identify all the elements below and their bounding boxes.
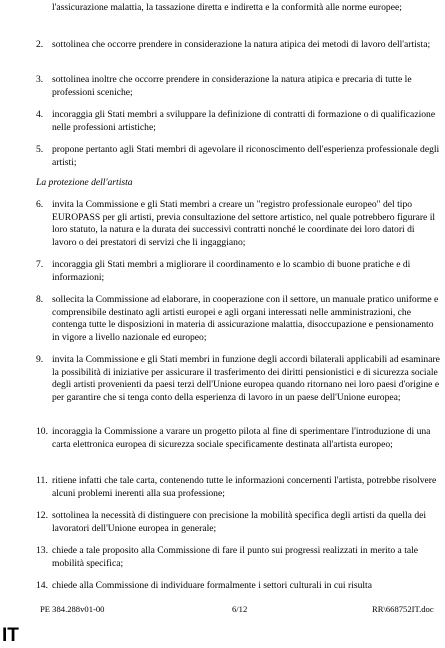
item-text: invita la Commissione e gli Stati membri in funzione degli accordi bilaterali applicabili ad esaminare la possibilità di iniziative per assicurare il trasferimento dei diritti pensionistici e di sicurezza sociale degli artisti provenienti da paesi terzi dell'Unione europea quando ritornano nei loro paesi d'origine e per garantire che si tenga conto della esperienza di lavoro in un paese dell'Unione europea;	[52, 354, 440, 403]
item-text: incoraggia gli Stati membri a migliorare il coordinamento e lo scambio di buone pratiche e di informazioni;	[52, 259, 411, 283]
item-text: sottolinea la necessità di distinguere con precisione la mobilità specifica degli artisti da quella dei lavoratori dell'Unione europea in generale;	[52, 510, 427, 534]
list-item	[36, 259, 440, 284]
footer-doc-ref: PE 384.288v01-00	[40, 604, 105, 614]
item-text: propone pertanto agli Stati membri di agevolare il riconoscimento dell'esperienza professionale degli artisti;	[52, 144, 440, 168]
list-item	[36, 354, 440, 404]
list-item	[36, 74, 440, 99]
item-number: 4.	[36, 109, 44, 120]
footer-page-number: 6/12	[232, 604, 248, 614]
item-number: 8.	[36, 294, 44, 305]
paragraph-continuation: l'assicurazione malattia, la tassazione diretta e indiretta e la conformità alle norme europee;	[52, 2, 402, 13]
item-number: 10.	[36, 426, 48, 437]
item-number: 11.	[36, 475, 48, 486]
item-number: 9.	[36, 354, 44, 365]
list-item	[36, 109, 440, 134]
section-heading: La protezione dell'artista	[36, 177, 133, 188]
item-text: sottolinea che occorre prendere in considerazione la natura atipica dei metodi di lavoro dell'artista;	[52, 39, 431, 50]
item-number: 12.	[36, 510, 48, 521]
item-number: 3.	[36, 74, 44, 85]
item-text: invita la Commissione e gli Stati membri a creare un "registro professionale europeo" del tipo EUROPASS per gli artisti, previa consultazione del settore artistico, nel quale potrebbero figurare il loro statuto, la natura e la durata dei successivi contratti nonché le coordinate dei loro datori di lavoro o dei prestatori di servizi che li ingaggiano;	[52, 199, 436, 248]
list-item	[36, 294, 440, 344]
item-number: 2.	[36, 39, 44, 50]
list-item	[36, 580, 440, 593]
footer-file-name: RR\668752IT.doc	[372, 604, 434, 614]
item-text: chiede a tale proposito alla Commissione di fare il punto sui progressi realizzati in merito a tale mobilità specifica;	[52, 545, 419, 569]
item-text: sottolinea inoltre che occorre prendere in considerazione la natura atipica e precaria di tutte le professioni sceniche;	[52, 74, 412, 98]
list-item	[36, 199, 440, 249]
language-code: IT	[2, 625, 19, 646]
list-item	[36, 475, 440, 500]
list-item	[36, 510, 440, 535]
list-item	[36, 426, 440, 451]
item-text: incoraggia gli Stati membri a sviluppare la definizione di contratti di formazione o di qualificazione nelle professioni artistiche;	[52, 109, 436, 133]
item-number: 6.	[36, 199, 44, 210]
item-text: chiede alla Commissione di individuare formalmente i settori culturali in cui risulta	[52, 580, 372, 591]
item-text: ritiene infatti che tale carta, contenendo tutte le informazioni concernenti l'artista, potrebbe risolvere alcuni problemi inerenti alla sua professione;	[52, 475, 437, 499]
item-number: 14.	[36, 580, 48, 591]
item-number: 13.	[36, 545, 48, 556]
list-item	[36, 144, 440, 169]
list-item	[36, 39, 440, 52]
item-number: 5.	[36, 144, 44, 155]
item-text: sollecita la Commissione ad elaborare, in cooperazione con il settore, un manuale pratico uniforme e comprensibile destinato agli artisti europei e agli organi interessati nelle amministrazioni, che contenga tutte le disposizioni in materia di assicurazione malattia, disoccupazione e pensionamento in vigore a livello nazionale ed europeo;	[52, 294, 439, 343]
item-text: incoraggia la Commissione a varare un progetto pilota al fine di sperimentare l'introduzione di una carta elettronica europea di sicurezza sociale specificamente destinata all'artista europeo;	[52, 426, 431, 450]
item-number: 7.	[36, 259, 44, 270]
list-item	[36, 545, 440, 570]
